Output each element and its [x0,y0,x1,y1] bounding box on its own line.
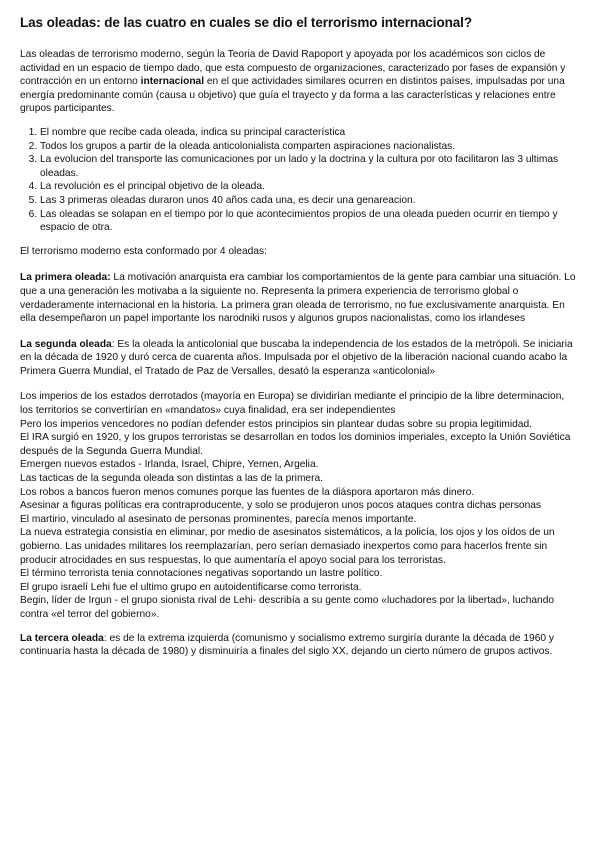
intro-paragraph [20,48,578,116]
detail-paragraph: Los imperios de los estados derrotados (mayoría en Europa) se dividirían mediante el principio de la libre determinacion, los territorios se convertirían en «mandatos» cuya finalidad, era ser independientes [20,391,565,417]
detail-paragraph: La nueva estrategia consistía en eliminar, por medio de asesinatos sistemáticos, a la policía, los ojos y los oídos de un gobierno. Las unidades militares los reemplazarían, pero serían demasiado inexpertos como para hacerlos frente sin producir atrocidades en sus respuestas, lo que aumentaría el apoyo social para los terroristas. [20,527,555,566]
list-item: 5. Las 3 primeras oleadas duraron unos 40 años cada una, es decir una genareacion. [40,194,578,208]
detail-paragraph: El grupo israelí Lehi fue el ultimo grupo en autoidentificarse como terrorista. [20,581,362,593]
detail-paragraph: Begin, líder de Irgun - el grupo sionista rival de Lehi- describía a su gente como «luchadores por la libertad», luchando contra «el terror del gobierno». [20,595,555,620]
detail-paragraph: Las tacticas de la segunda oleada son distintas a las de la primera. [20,473,323,485]
second-wave-details [20,390,578,621]
third-wave-text: : es de la extrema izquierda (comunismo y socialismo extremo surgiría durante la década de 1960 y continuaría hasta la década de 1980) y disminuiría a finales del siglo XX, dejando un cierto número de grupos activos. [20,632,554,658]
detail-paragraph: Los robos a bancos fueron menos comunes porque las fuentes de la diáspora aportaron más dinero. [20,486,475,498]
list-item: 1. El nombre que recibe cada oleada, indica su principal característica [40,126,578,140]
second-wave-paragraph [20,338,578,379]
detail-paragraph: Emergen nuevos estados - Irlanda, Israel, Chipre, Yemen, Argelia. [20,459,319,471]
list-item: 2. Todos los grupos a partir de la oleada anticolonialista comparten aspiraciones nacionalistas. [40,140,578,154]
detail-paragraph: Pero los imperios vencedores no podían defender estos principios sin plantear dudas sobre su propia legitimidad. [20,418,532,430]
intro-text-before: Las oleadas de terrorismo moderno, según la Teoria de David Rapoport y apoyada por los académicos son ciclos de actividad en un espacio de tiempo dado, que esta compuesto de organizaciones, caracterizado por fases de expansión y contracción en un entorno [20,49,566,88]
waves-statement: El terrorismo moderno esta conformado por 4 oleadas: [20,245,267,257]
document-title: Las oleadas: de las cuatro en cuales se dio el terrorismo internacional? [20,15,472,30]
detail-paragraph: El IRA surgió en 1920, y los grupos terroristas se desarrollan en todos los dominios imperiales, excepto la Unión Soviética después de la Segunda Guerra Mundial. [20,432,571,457]
list-item: 6. Las oleadas se solapan en el tiempo por lo que acontecimientos propios de una oleada pueden ocurrir en tiempo y espacio de otra. [40,208,578,235]
numbered-list [20,126,578,235]
second-wave-text: : Es la oleada la anticolonial que buscaba la independencia de los estados de la metrópoli. Se iniciaria en la década de 1920 y duró cerca de cuarenta años. Impulsada por el objetivo de la liberación nacional cuando acabo la Primera Guerra Mundial, el Tratado de Paz de Versalles, desató la esperanza «anticolonial» [20,338,573,377]
first-wave-text: La motivación anarquista era cambiar los comportamientos de la gente para cambiar una situación. Lo que a una generación les motivaba a la siguiente no. Representa la primera experiencia de terrorismo global o verdaderamente internacional en la historia. La primera gran oleada de terrorismo, no fue exclusivamente anarquista. En ella desempeñaron un papel importante los narodniki rusos y algunos grupos nacionalistas, como los irlandeses [20,272,576,325]
first-wave-paragraph [20,271,578,325]
detail-paragraph: El término terrorista tenia connotaciones negativas soportando un lastre político. [20,568,383,580]
third-wave-paragraph [20,632,578,659]
intro-bold-term: internacional [140,76,205,88]
detail-paragraph: Asesinar a figuras políticas era contraproducente, y solo se produjeron unos pocos ataques contra dichas personas [20,500,542,512]
second-wave-label: La segunda oleada [20,338,112,350]
list-item: 3. La evolucion del transporte las comunicaciones por un lado y la doctrina y la cultura por oto facilitaron las 3 ultimas oleadas. [40,153,578,180]
third-wave-label: La tercera oleada [20,632,104,644]
intro-text-after: en el que actividades similares ocurren en distintos países, impulsadas por una energía predominante común (causa u objetivo) que guía el trayecto y da forma a las características y relaciones entre grupos participantes. [20,76,565,115]
list-item: 4. La revolución es el principal objetivo de la oleada. [40,180,578,194]
detail-paragraph: El martirio, vinculado al asesinato de personas prominentes, parecía menos importante. [20,513,417,525]
first-wave-label: La primera oleada: [20,272,111,284]
